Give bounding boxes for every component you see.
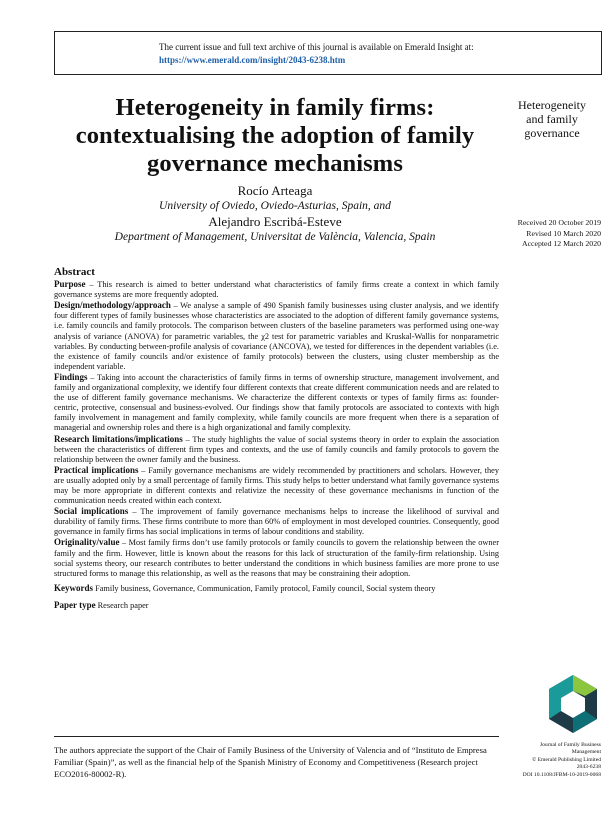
author-affiliation: Department of Management, Universitat de València, Valencia, Spain [114, 230, 436, 243]
section-label: Practical implications [54, 464, 139, 475]
section-label: Research limitations/implications [54, 433, 183, 444]
author-affiliation: University of Oviedo, Oviedo-Asturias, Spain, and [159, 199, 391, 212]
journal-url-link[interactable]: https://www.emerald.com/insight/2043-6238.htm [159, 55, 346, 65]
emerald-logo-svg [547, 673, 599, 735]
section-label: Originality/value [54, 537, 120, 548]
submission-dates [490, 218, 601, 250]
paper-type-label: Paper type [54, 599, 96, 610]
issn: 2043-6238 [576, 764, 601, 771]
section-label: Findings [54, 371, 88, 382]
publisher-logo-icon [547, 673, 599, 735]
section-label: Design/methodology/approach [54, 300, 171, 311]
section-text: – We analyse a sample of 490 Spanish family businesses using cluster analysis, and we identify four different types of family businesses whose characteristics are associated to the adoption of different family governance systems, i.e. family councils and family protocols. The comparison between clusters of the baseline parameters was performed using one-way analysis of variance (ANOVA) for parametric variables, the χ2 test for parametric variables and Kruskal-Wallis for nonparametric variables. By conducting between-profile analysis of covariance (ANCOVA), we tested for differences in the dependent variables (i.e. the existence of family councils and/or existence of family protocols) between the clusters, using cluster membership as the independent variable. [54, 301, 499, 371]
section-text: – Most family firms don’t use family protocols or family councils to govern the relationship between the owner family and the firm. However, little is known about the reasons for this lack of structuration of the family-firm relationship. Using social systems theory, our research contributes to better understand the conditions in which business families are more prone to use structured forms to manage this relationship, as well as the reasons that may be constraining their adoption. [54, 538, 499, 578]
journal-availability-box [54, 31, 602, 75]
abstract-originality [54, 537, 499, 578]
abstract-limitations [54, 434, 499, 465]
author-name: Alejandro Escribá-Esteve [208, 214, 342, 229]
abstract-purpose [54, 279, 499, 300]
abstract-social [54, 506, 499, 537]
copyright: © Emerald Publishing Limited [531, 756, 601, 763]
acknowledgement-footnote: The authors appreciate the support of the Chair of Family Business of the University of Valencia and of “Instituto de Empresa Familiar (Spain)”, as well as the financial help of the Spanish Ministry of Economy and Competitiveness (Research project ECO2016-80002-R). [54, 745, 487, 779]
footnote-divider [54, 736, 499, 737]
doi: DOI 10.1108/JFBM-10-2019-0068 [522, 771, 601, 778]
running-title-line: and family [526, 112, 578, 126]
author-name: Rocío Arteaga [237, 183, 313, 198]
section-label: Purpose [54, 279, 86, 290]
abstract-design [54, 300, 499, 372]
journal-availability-text [159, 41, 474, 67]
section-label: Social implications [54, 506, 129, 517]
running-title-line: governance [524, 126, 580, 140]
availability-line: The current issue and full text archive of this journal is available on Emerald Insight at: [159, 42, 474, 52]
section-text: – Taking into account the characteristics of family firms in terms of ownership structure, management involvement, and family and organizational complexity, we identify four different contexts that create different communication needs and are related to the use of different family governance mechanisms. We characterize the different contexts or types of family firms as: founder-centric, protective, consensual and business-evolved. Our findings show that family protocols are associated to contexts with high family involvement in management and family complexity, while family councils are more frequent when there is a separation of managerial and ownership roles and there is a high organizational and family complexity. [54, 372, 499, 433]
keywords-label: Keywords [54, 582, 93, 593]
journal-name: Journal of Family Business [539, 742, 601, 748]
accepted-date: Accepted 12 March 2020 [521, 239, 601, 248]
article-title: Heterogeneity in family firms: contextualising the adoption of family governance mechanisms [75, 94, 475, 177]
abstract-section [54, 267, 499, 611]
abstract-practical [54, 465, 499, 506]
journal-info [505, 742, 601, 779]
keywords [54, 583, 499, 594]
abstract-findings [54, 372, 499, 434]
section-text: – The improvement of family governance mechanisms helps to increase the likelihood of survival and durability of family firms. These firms contribute to more than 60% of employment in most developed countries. Consequently, good governance in family firms has social implications in terms of labour conditions and stability. [54, 507, 499, 537]
section-text: – Family governance mechanisms are widely recommended by practitioners and scholars. However, they are usually adopted only by a small percentage of family firms. This study helps to better understand what family governance systems may be more appropriate in different contexts and relativize the necessity of these governance mechanisms in function of the communication needs created within each context. [54, 465, 499, 506]
section-text: – This research is aimed to better understand what characteristics of family firms create a context in which family governance systems are more frequently adopted. [54, 280, 499, 300]
author-block [60, 183, 490, 245]
received-date: Received 20 October 2019 [517, 218, 601, 227]
abstract-heading: Abstract [54, 266, 95, 278]
running-title-line: Heterogeneity [518, 98, 586, 112]
running-title [507, 98, 597, 140]
paper-type-text: Research paper [95, 600, 149, 610]
section-text: – The study highlights the value of social systems theory in order to explain the association between the characteristics of different firm types and contexts, and the use of family councils and family protocols to govern the relationship between the owner family and the business. [54, 434, 499, 464]
keywords-text: Family business, Governance, Communication, Family protocol, Family council, Social system theory [93, 583, 436, 593]
paper-type [54, 600, 499, 611]
journal-name-cont: Management [571, 749, 601, 756]
revised-date: Revised 10 March 2020 [526, 228, 601, 238]
